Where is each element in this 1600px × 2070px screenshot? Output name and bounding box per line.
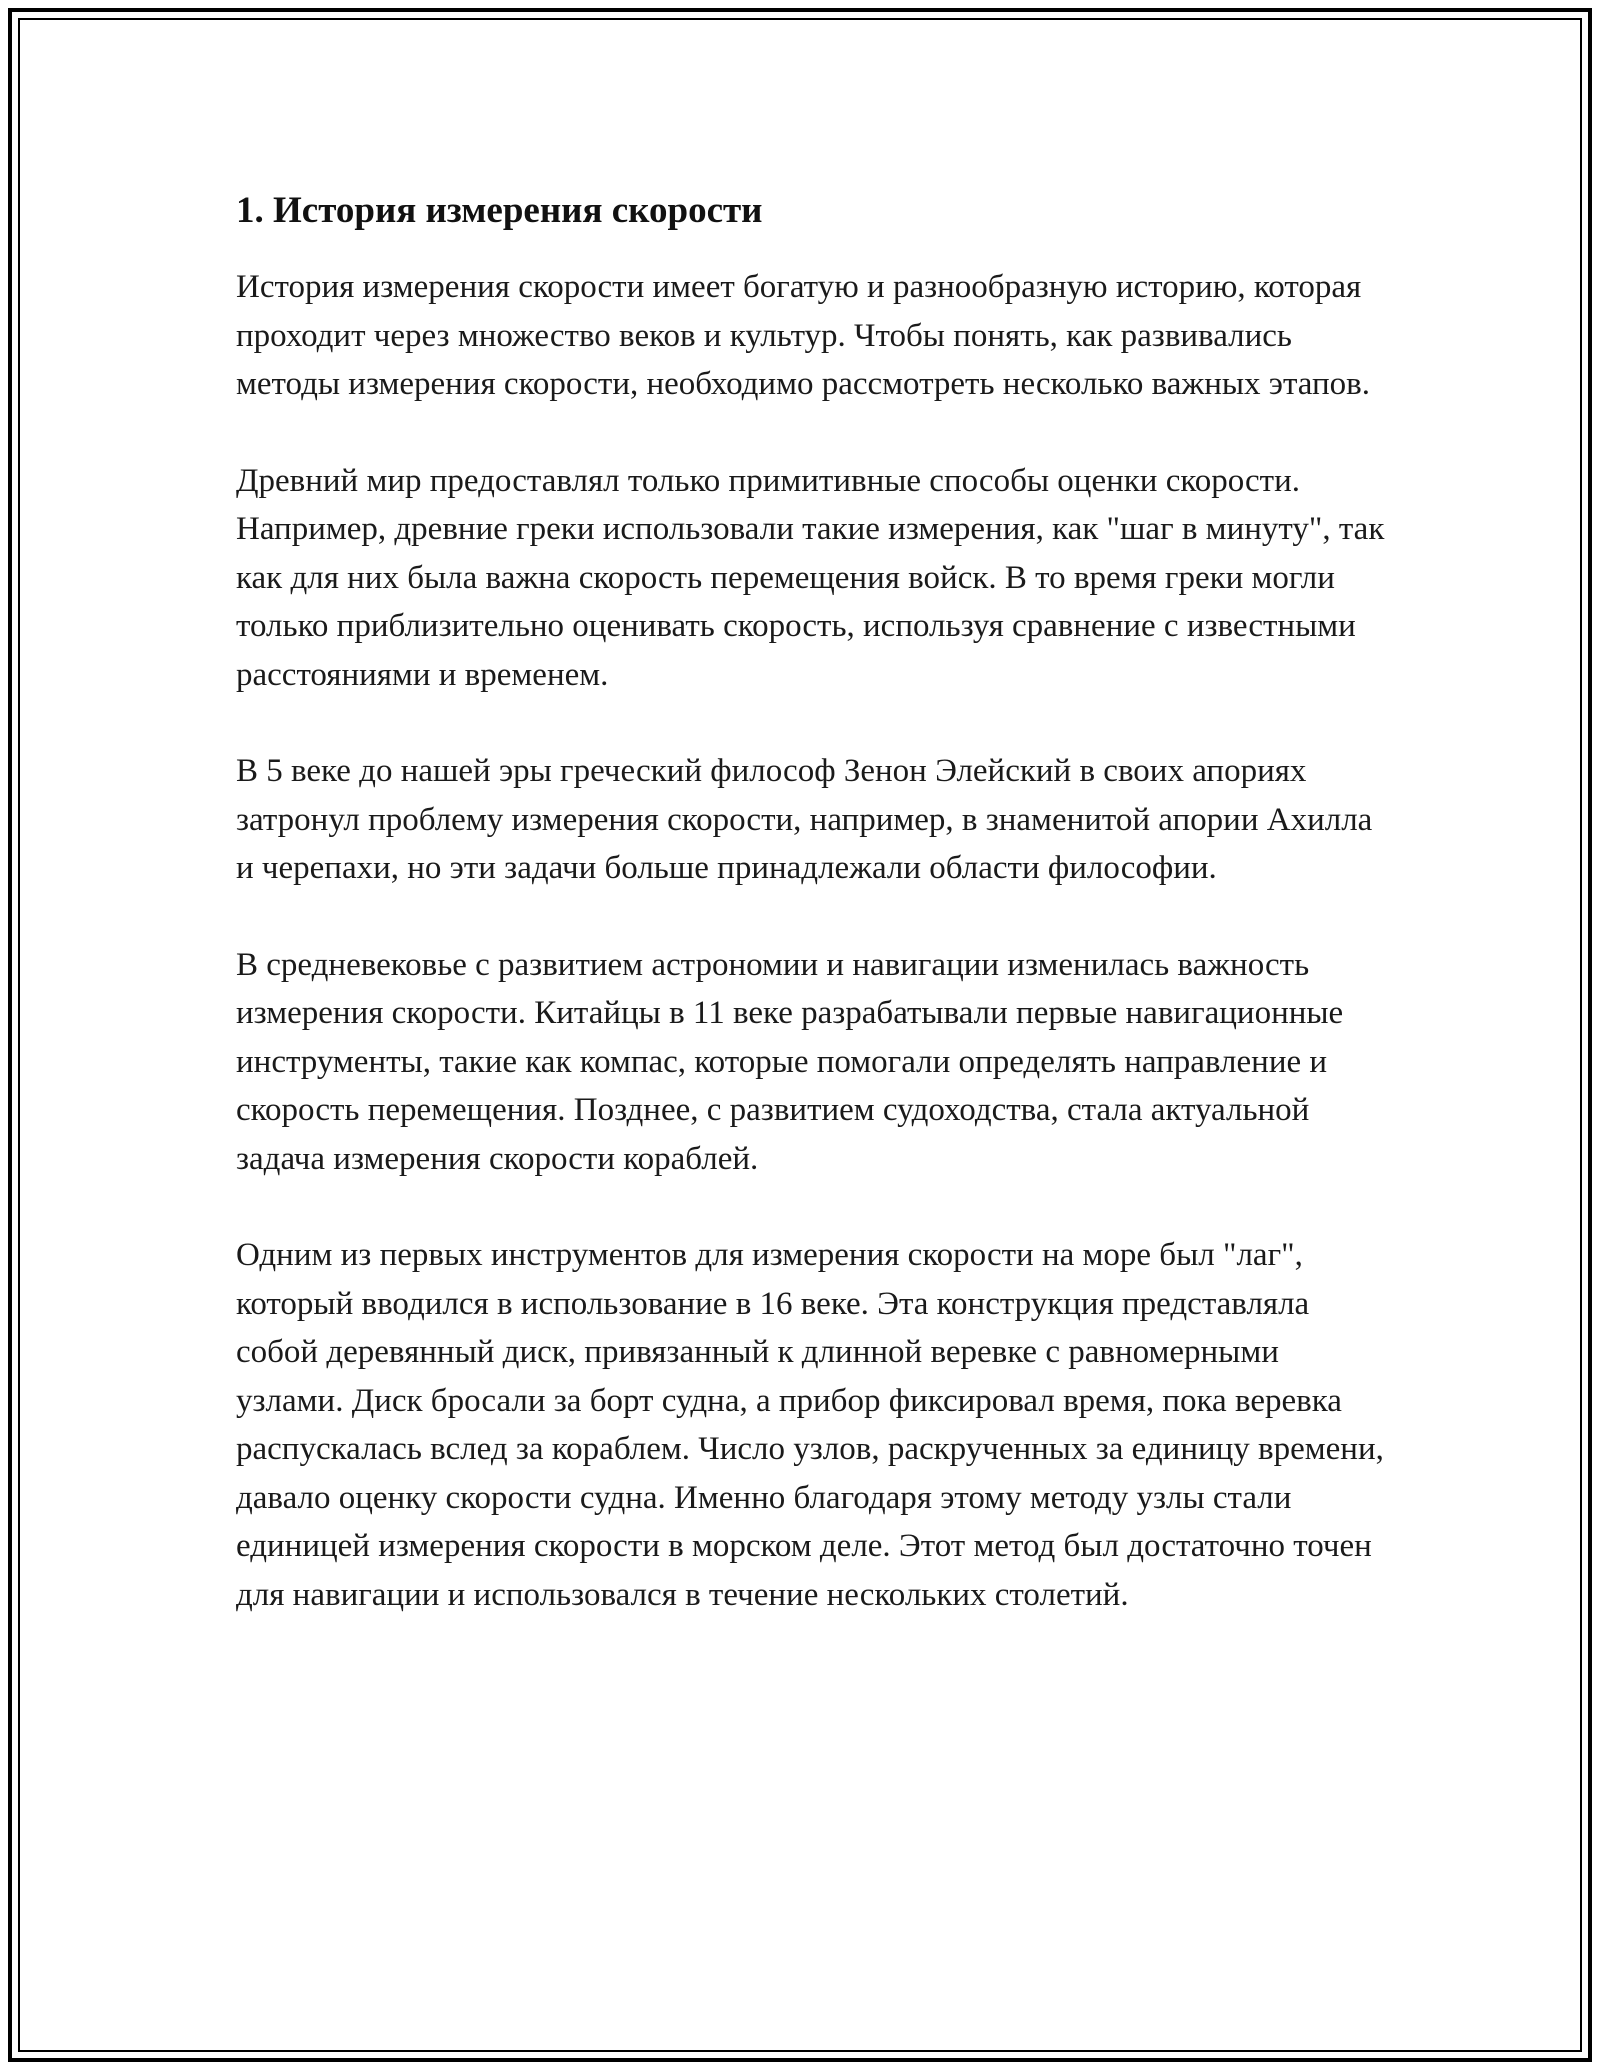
paragraph-middle-ages: В средневековье с развитием астрономии и навигации изменилась важность измерения скорости. Китайцы в 11 веке разрабатывали первые навигационные инструменты, такие как компас, которые помогали определять направление и скорость перемещения. Позднее, с развитием судоходства, стала актуальной задача измерения скорости кораблей. (236, 946, 1344, 1177)
paragraph-log: Одним из первых инструментов для измерения скорости на море был "лаг", который вводился в использование в 16 веке. Эта конструкция представляла собой деревянный диск, привязанный к длинной веревке с равномерными узлами. Диск бросали за борт судна, а прибор фиксировал время, пока веревка распускалась вслед за кораблем. Число узлов, раскрученных за единицу времени, давало оценку скорости судна. Именно благодаря этому методу узлы стали единицей измерения скорости в морском деле. Этот метод был достаточно точен для навигации и использовался в течение нескольких столетий. (236, 1237, 1384, 1613)
paragraph-zeno: В 5 веке до нашей эры греческий философ Зенон Элейский в своих апориях затронул проблему измерения скорости, например, в знаменитой апории Ахилла и черепахи, но эти задачи больше принадлежали области философии. (236, 753, 1373, 886)
document-body (236, 187, 1386, 1667)
section-title: 1. История измерения скорости (236, 190, 763, 231)
paragraph-intro: История измерения скорости имеет богатую и разнообразную историю, которая проходит через множество веков и культур. Чтобы понять, как развивались методы измерения скорости, необходимо рассмотреть несколько важных этапов. (236, 269, 1370, 402)
paragraph-ancient-world: Древний мир предоставлял только примитивные способы оценки скорости. Например, древние греки использовали такие измерения, как "шаг в минуту", так как для них была важна скорость перемещения войск. В то время греки могли только приблизительно оценивать скорость, используя сравнение с известными расстояниями и временем. (236, 462, 1385, 693)
